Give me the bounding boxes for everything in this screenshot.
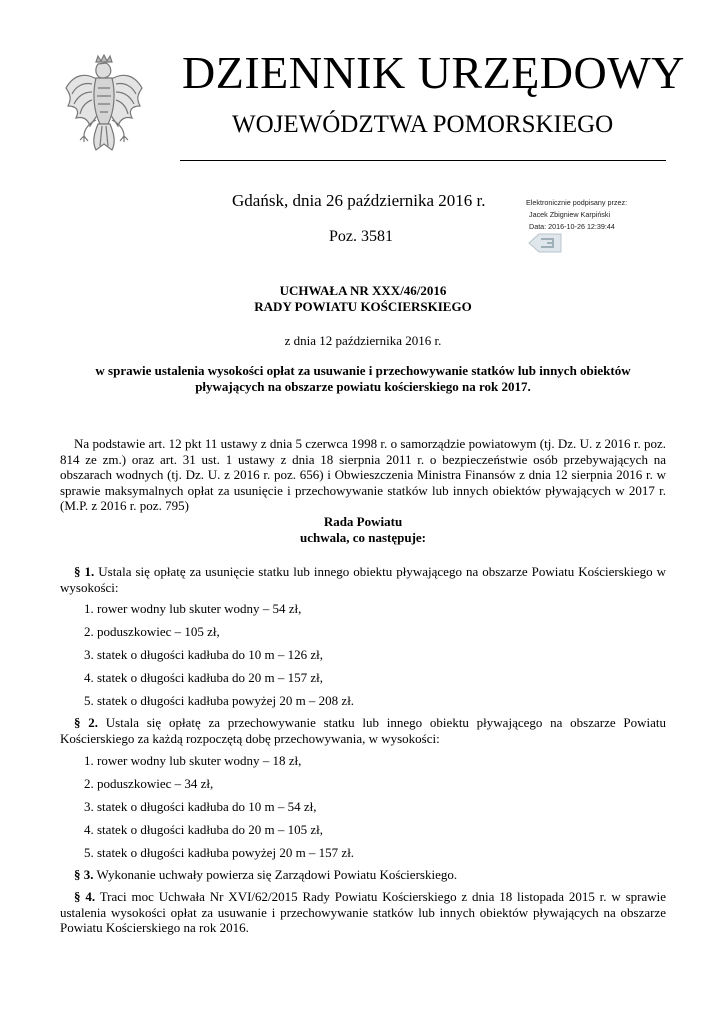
list-item: 5. statek o długości kadłuba powyżej 20 m – 157 zł. bbox=[84, 845, 355, 860]
list-item: 4. statek o długości kadłuba do 20 m – 105 zł, bbox=[84, 822, 324, 837]
section-3-paragraph bbox=[60, 867, 666, 883]
section-4-label: § 4. bbox=[74, 889, 96, 904]
signature-signer: Jacek Zbigniew Karpiński bbox=[529, 210, 611, 219]
publication-date: Gdańsk, dnia 26 października 2016 r. bbox=[232, 191, 486, 210]
section-3-text: Wykonanie uchwały powierza się Zarządowi Powiatu Kościerskiego. bbox=[96, 867, 458, 882]
list-item: 3. statek o długości kadłuba do 10 m – 126 zł, bbox=[84, 647, 324, 662]
section-3-label: § 3. bbox=[74, 867, 94, 882]
journal-title: DZIENNIK URZĘDOWY bbox=[182, 47, 685, 98]
signature-stamp-icon bbox=[527, 232, 563, 254]
section-1-paragraph bbox=[60, 564, 666, 595]
resolution-date: z dnia 12 października 2016 r. bbox=[284, 333, 442, 348]
signature-caption: Elektronicznie podpisany przez: bbox=[526, 198, 628, 207]
signature-date: Data: 2016-10-26 12:39:44 bbox=[529, 222, 615, 231]
list-item: 5. statek o długości kadłuba powyżej 20 m – 208 zł. bbox=[84, 693, 355, 708]
resolution-number: UCHWAŁA NR XXX/46/2016 bbox=[279, 283, 447, 298]
header-divider bbox=[180, 160, 666, 161]
section-2-label: § 2. bbox=[74, 715, 99, 730]
resolution-subject: w sprawie ustalenia wysokości opłat za usuwanie i przechowywanie statków lub innych obiektów pływających na obszarze powiatu kościerskiego na rok 2017. bbox=[95, 363, 631, 394]
resolution-title bbox=[60, 283, 666, 314]
list-item: 1. rower wodny lub skuter wodny – 54 zł, bbox=[84, 601, 302, 616]
list-item: 2. poduszkowiec – 34 zł, bbox=[84, 776, 214, 791]
list-item: 4. statek o długości kadłuba do 20 m – 157 zł, bbox=[84, 670, 324, 685]
legal-basis-paragraph: Na podstawie art. 12 pkt 11 ustawy z dnia 5 czerwca 1998 r. o samorządzie powiatowym (tj. Dz. U. z 2016 r. poz. 814 ze zm.) oraz art. 31 ust. 1 ustawy z dnia 18 sierpnia 2011 r. o bezpieczeństwie osób przebywających na obszarach wodnych (tj. Dz. U. z 2016 r. poz. 656) i Obwieszczenia Ministra Finansów z dnia 12 sierpnia 2016 r. w sprawie maksymalnych opłat za usunięcie i przechowywanie statków lub innych obiektów pływających w 2017 r. (M.P. z 2016 r. poz. 795) bbox=[60, 436, 666, 513]
council-header bbox=[60, 514, 666, 545]
list-item: 3. statek o długości kadłuba do 10 m – 54 zł, bbox=[84, 799, 317, 814]
resolution-authority: RADY POWIATU KOŚCIERSKIEGO bbox=[254, 298, 472, 314]
council-name: Rada Powiatu bbox=[323, 514, 403, 529]
section-2-paragraph bbox=[60, 715, 666, 746]
journal-subtitle: WOJEWÓDZTWA POMORSKIEGO bbox=[232, 111, 614, 138]
council-decision: uchwala, co następuje: bbox=[299, 529, 427, 545]
eagle-emblem-icon bbox=[62, 54, 146, 162]
section-4-text: Traci moc Uchwała Nr XVI/62/2015 Rady Powiatu Kościerskiego z dnia 18 listopada 2015 r. w sprawie ustalenia wysokości opłat za usuwanie i przechowywanie statków lub innych obiektów pływających na obszarze Powiatu Kościerskiego na rok 2016. bbox=[60, 889, 667, 935]
section-2-text: Ustala się opłatę za przechowywanie statku lub innego obiektu pływającego na obszarze Powiatu Kościerskiego za każdą rozpoczętą dobę przechowywania, w wysokości: bbox=[60, 715, 667, 746]
list-item: 2. poduszkowiec – 105 zł, bbox=[84, 624, 220, 639]
section-1-text: Ustala się opłatę za usunięcie statku lub innego obiektu pływającego na obszarze Powiatu Kościerskiego w wysokości: bbox=[60, 564, 667, 595]
section-4-paragraph bbox=[60, 889, 666, 936]
position-number: Poz. 3581 bbox=[329, 228, 393, 245]
electronic-signature bbox=[526, 197, 666, 233]
section-1-label: § 1. bbox=[74, 564, 95, 579]
list-item: 1. rower wodny lub skuter wodny – 18 zł, bbox=[84, 753, 302, 768]
